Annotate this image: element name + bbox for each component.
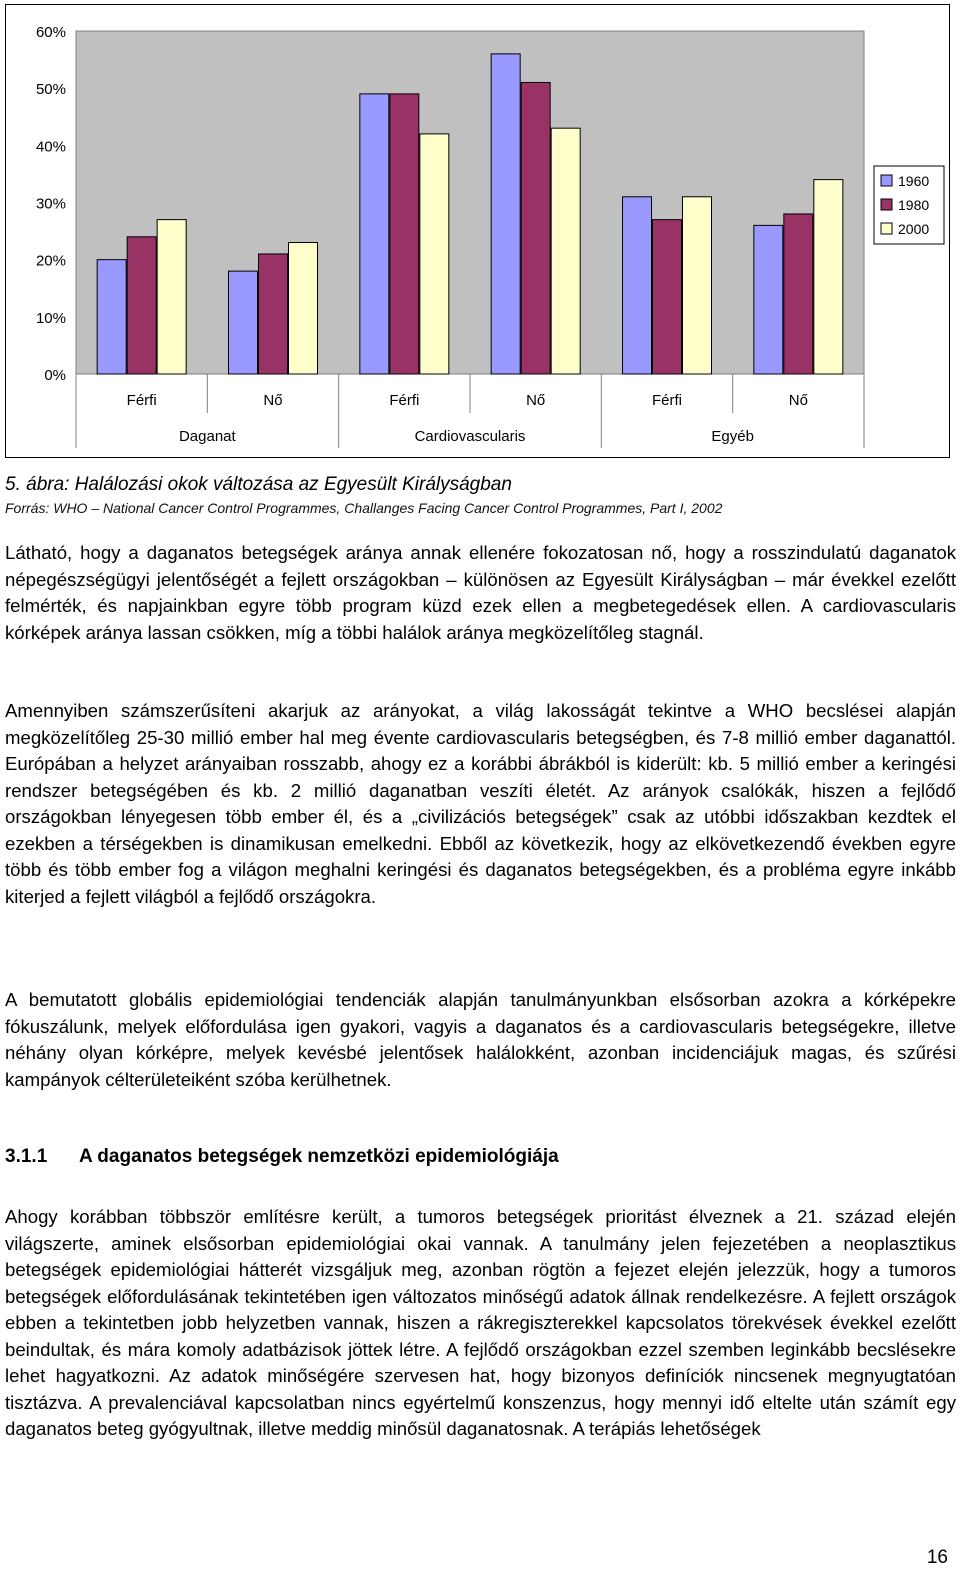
x-tick-label: Férfi (126, 392, 157, 409)
group-label: Cardiovascularis (414, 428, 526, 445)
bar-1960-3 (360, 94, 389, 374)
bar-2000-1 (157, 220, 186, 374)
y-tick-label: 0% (44, 367, 66, 384)
bar-1980-1 (127, 237, 156, 374)
legend-label: 1960 (898, 173, 930, 189)
y-tick-label: 60% (35, 24, 66, 41)
section-heading (5, 1146, 955, 1168)
y-tick-label: 40% (35, 138, 66, 156)
bar-1960-5 (623, 197, 652, 374)
bar-1960-2 (229, 271, 258, 374)
legend-label: 1980 (898, 197, 930, 213)
bar-2000-4 (551, 128, 580, 374)
x-tick-label: Férfi (389, 392, 420, 409)
bar-1960-1 (97, 260, 126, 374)
bar-1980-2 (259, 254, 288, 374)
figure-source: Forrás: WHO – National Cancer Control Programmes, Challanges Facing Cancer Control Programmes, Part I, 2002 (5, 500, 723, 516)
x-tick-label: Férfi (652, 392, 682, 409)
y-tick-label: 50% (35, 81, 66, 99)
x-tick-label: Nő (526, 392, 546, 409)
y-tick-label: 10% (35, 309, 66, 327)
bar-1980-4 (521, 82, 550, 374)
x-tick-label: Nő (263, 392, 283, 409)
paragraph-4: Ahogy korábban többször említésre került, a tumoros betegségek prioritást élveznek a 21. század elején világszerte, aminek elsősorban epidemiológiai okai vannak. A tanulmány jelen fejezetében a neoplasztikus betegségek epidemiológiai hátterét vizsgáljuk meg, azonban rögtön a fejezet elején jelezzük, hogy a tumoros betegségek előfordulásának tekintetében igen változatos minőségű adatok állnak rendelkezésre. A fejlett országok ebben a tekintetben jobb helyzetben vannak, hiszen a rákregiszterekkel kapcsolatos törekvések évekkel ezelőtt beindultak, és mára komoly adatbázisok jöttek létre. A fejlődő országokban ezzel szemben leginkább becslésekre lehet hagyatkozni. Az adatok minőségére szervesen hat, hogy bizonyos definíciók nincsenek megnyugtatóan tisztázva. A prevalenciával kapcsolatban nincs egyértelmű konszenzus, hogy mennyi idő eltelte után számít egy daganatos beteg gyógyultnak, illetve meddig minősül daganatosnak. A terápiás lehetőségek (5, 1206, 956, 1439)
paragraph-2: Amennyiben számszerűsíteni akarjuk az arányokat, a világ lakosságát tekintve a WHO becslései alapján megközelítőleg 25-30 millió ember hal meg évente cardiovascularis betegségben, és 7-8 millió ember daganattól. Európában a helyzet arányaiban rosszabb, ahogy ez a korábbi ábrákból is kiderült: kb. 5 millió ember a keringési rendszer betegségében és kb. 2 millió daganatban veszíti életét. Az arányok csalókák, hiszen a fejlődő országokban lényegesen több ember él, és a „civilizációs betegségek” csak az utóbbi időszakban kezdtek el ezekben a térségekben is dinamikusan emelkedni. Ebből az következik, hogy az elkövetkezendő években egyre több és több ember fog a világon meghalni keringési és daganatos betegségekben, és a probléma egyre inkább kiterjed a fejlett világból a fejlődő országokra. (5, 700, 956, 907)
bar-2000-5 (683, 197, 712, 374)
y-tick-label: 20% (35, 252, 66, 270)
page-number: 16 (926, 1547, 948, 1568)
section-number: 3.1.1 (5, 1146, 48, 1167)
paragraph-1: Látható, hogy a daganatos betegségek aránya annak ellenére fokozatosan nő, hogy a rosszindulatú daganatok népegészségügyi jelentőségét a fejlett országokban – különösen az Egyesült Királyságban – már évekkel ezelőtt felmérték, és napjainkban egyre több program küzd ezek ellen a megbetegedések ellen. A cardiovascularis kórképek aránya lassan csökken, míg a többi halálok aránya megközelítőleg stagnál. (5, 542, 956, 643)
legend-swatch-2000 (881, 223, 892, 234)
group-label: Egyéb (711, 428, 754, 445)
bar-2000-6 (814, 180, 843, 374)
plot-area (76, 31, 864, 374)
bar-1960-6 (754, 225, 783, 374)
group-label: Daganat (178, 428, 236, 445)
bar-2000-3 (420, 134, 449, 374)
bar-1980-5 (653, 220, 682, 374)
paragraph-3: A bemutatott globális epidemiológiai tendenciák alapján tanulmányunkban elsősorban azokra a kórképekre fókuszálunk, melyek előfordulása igen gyakori, vagyis a daganatos és a cardiovascularis betegségekre, illetve néhány olyan kórképre, melyek kevésbé jelentősek halálokként, azonban incidenciájuk magas, és szűrési kampányok célterületeiként szóba kerülhetnek. (5, 989, 956, 1090)
legend-label: 2000 (898, 221, 930, 237)
bar-1980-6 (784, 214, 813, 374)
y-tick-label: 30% (35, 195, 66, 213)
figure-chart (5, 4, 950, 458)
section-title: A daganatos betegségek nemzetközi epidemiológiája (79, 1146, 559, 1167)
legend-swatch-1960 (881, 175, 892, 186)
bar-chart (6, 5, 951, 459)
bar-1980-3 (390, 94, 419, 374)
bar-1960-4 (491, 54, 520, 374)
bar-2000-2 (289, 243, 318, 374)
figure-caption: 5. ábra: Halálozási okok változása az Egyesült Királyságban (5, 474, 512, 495)
x-tick-label: Nő (788, 392, 808, 409)
legend-swatch-1980 (881, 199, 892, 210)
